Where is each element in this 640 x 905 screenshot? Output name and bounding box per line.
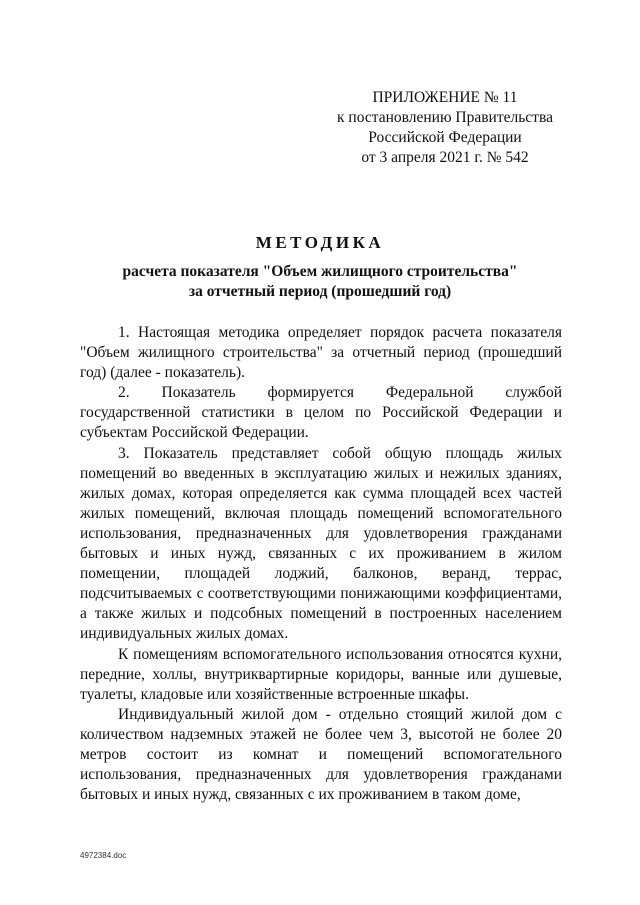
- subtitle-line-2: за отчетный период (прошедший год): [188, 283, 452, 300]
- document-body: [80, 323, 562, 805]
- appendix-resolution-line: к постановлению Правительства: [337, 109, 553, 126]
- appendix-header: [330, 88, 560, 168]
- appendix-number: ПРИЛОЖЕНИЕ № 11: [372, 89, 518, 106]
- subtitle-line-1: расчета показателя "Объем жилищного строительства": [122, 263, 518, 280]
- paragraph-3: 3. Показатель представляет собой общую площадь жилых помещений во введенных в эксплуатацию жилых и нежилых зданиях, жилых домах, которая определяется как сумма площадей всех частей жилых помещений, включая площадь помещений вспомогательного использования, предназначенных для удовлетворения гражданами бытовых и иных нужд, связанных с их проживанием в жилом помещении, площадей лоджий, балконов, веранд, террас, подсчитываемых с соответствующими понижающими коэффициентами, а также жилых и подсобных помещений в построенных населением индивидуальных жилых домах.: [80, 444, 562, 643]
- paragraph-1: 1. Настоящая методика определяет порядок расчета показателя "Объем жилищного строительства" за отчетный период (прошедший год) (далее - показатель).: [80, 324, 562, 382]
- document-subtitle: [0, 262, 640, 302]
- file-name-footer: 4972384.doc: [80, 851, 127, 860]
- appendix-government-line: Российской Федерации: [368, 129, 522, 146]
- paragraph-4: К помещениям вспомогательного использования относятся кухни, передние, холлы, внутриквартирные коридоры, ванные или душевые, туалеты, кладовые или хозяйственные встроенные шкафы.: [80, 645, 562, 703]
- paragraph-2: 2. Показатель формируется Федеральной службой государственной статистики в целом по Российской Федерации и субъектам Российской Федерации.: [80, 384, 562, 442]
- paragraph-5: Индивидуальный жилой дом - отдельно стоящий жилой дом с количеством надземных этажей не более чем 3, высотой не более 20 метров состоит из комнат и помещений вспомогательного использования, предназначенных для удовлетворения гражданами бытовых и иных нужд, связанных с их проживанием в таком доме,: [80, 705, 562, 804]
- document-title: МЕТОДИКА: [255, 233, 385, 252]
- appendix-date-number: от 3 апреля 2021 г. № 542: [361, 149, 529, 166]
